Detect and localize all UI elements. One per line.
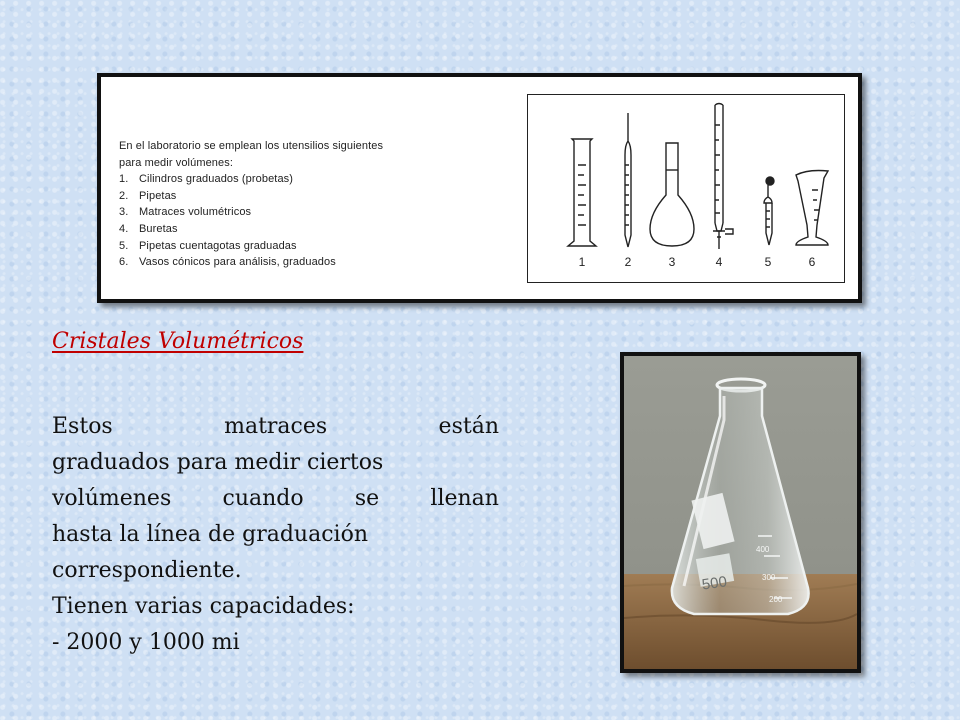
list-item: 4. Buretas <box>119 222 178 235</box>
text-line: volúmenes cuando se llenan <box>52 486 499 511</box>
instrument-number: 3 <box>668 255 676 269</box>
instrument-number: 2 <box>624 255 632 269</box>
graduated-cylinder-icon <box>568 139 596 246</box>
text-line: graduados para medir ciertos <box>52 450 384 475</box>
photo-mark: 500 <box>700 573 729 594</box>
dropper-pipette-icon <box>764 177 774 245</box>
photo-mark: 400 <box>756 545 770 554</box>
instrument-number: 6 <box>808 255 816 269</box>
volumetric-flask-icon <box>650 143 694 246</box>
pipette-icon <box>625 113 631 247</box>
instrument-number: 1 <box>578 255 586 269</box>
list-item: 2. Pipetas <box>119 189 177 202</box>
photo-mark: 300 <box>762 573 776 582</box>
text-line: Estos matraces están <box>52 414 499 439</box>
text-line: - 2000 y 1000 mi <box>52 630 240 655</box>
instrument-number: 5 <box>764 255 772 269</box>
figure-intro-line-2: para medir volúmenes: <box>119 156 233 169</box>
photo-mark: 200 <box>769 595 783 604</box>
list-item: 5. Pipetas cuentagotas graduadas <box>119 239 297 252</box>
conical-glass-icon <box>796 171 828 246</box>
text-line: Tienen varias capacidades: <box>52 594 355 619</box>
instrument-drawings <box>527 94 845 283</box>
figure-intro-line-1: En el laboratorio se emplean los utensilios siguientes <box>119 140 384 152</box>
section-title: Cristales Volumétricos <box>52 329 304 354</box>
list-item: 1. Cilindros graduados (probetas) <box>119 173 294 186</box>
list-item: 6. Vasos cónicos para análisis, graduados <box>119 256 336 269</box>
body-text <box>52 409 499 661</box>
text-line: hasta la línea de graduación <box>52 522 368 547</box>
burette-icon <box>713 104 733 250</box>
instrument-number: 4 <box>715 255 723 269</box>
erlenmeyer-flask-photo <box>620 352 861 673</box>
list-item: 3. Matraces volumétricos <box>119 206 252 219</box>
figure-caption <box>119 138 419 271</box>
text-line: correspondiente. <box>52 558 242 583</box>
instruments-figure <box>97 73 862 303</box>
